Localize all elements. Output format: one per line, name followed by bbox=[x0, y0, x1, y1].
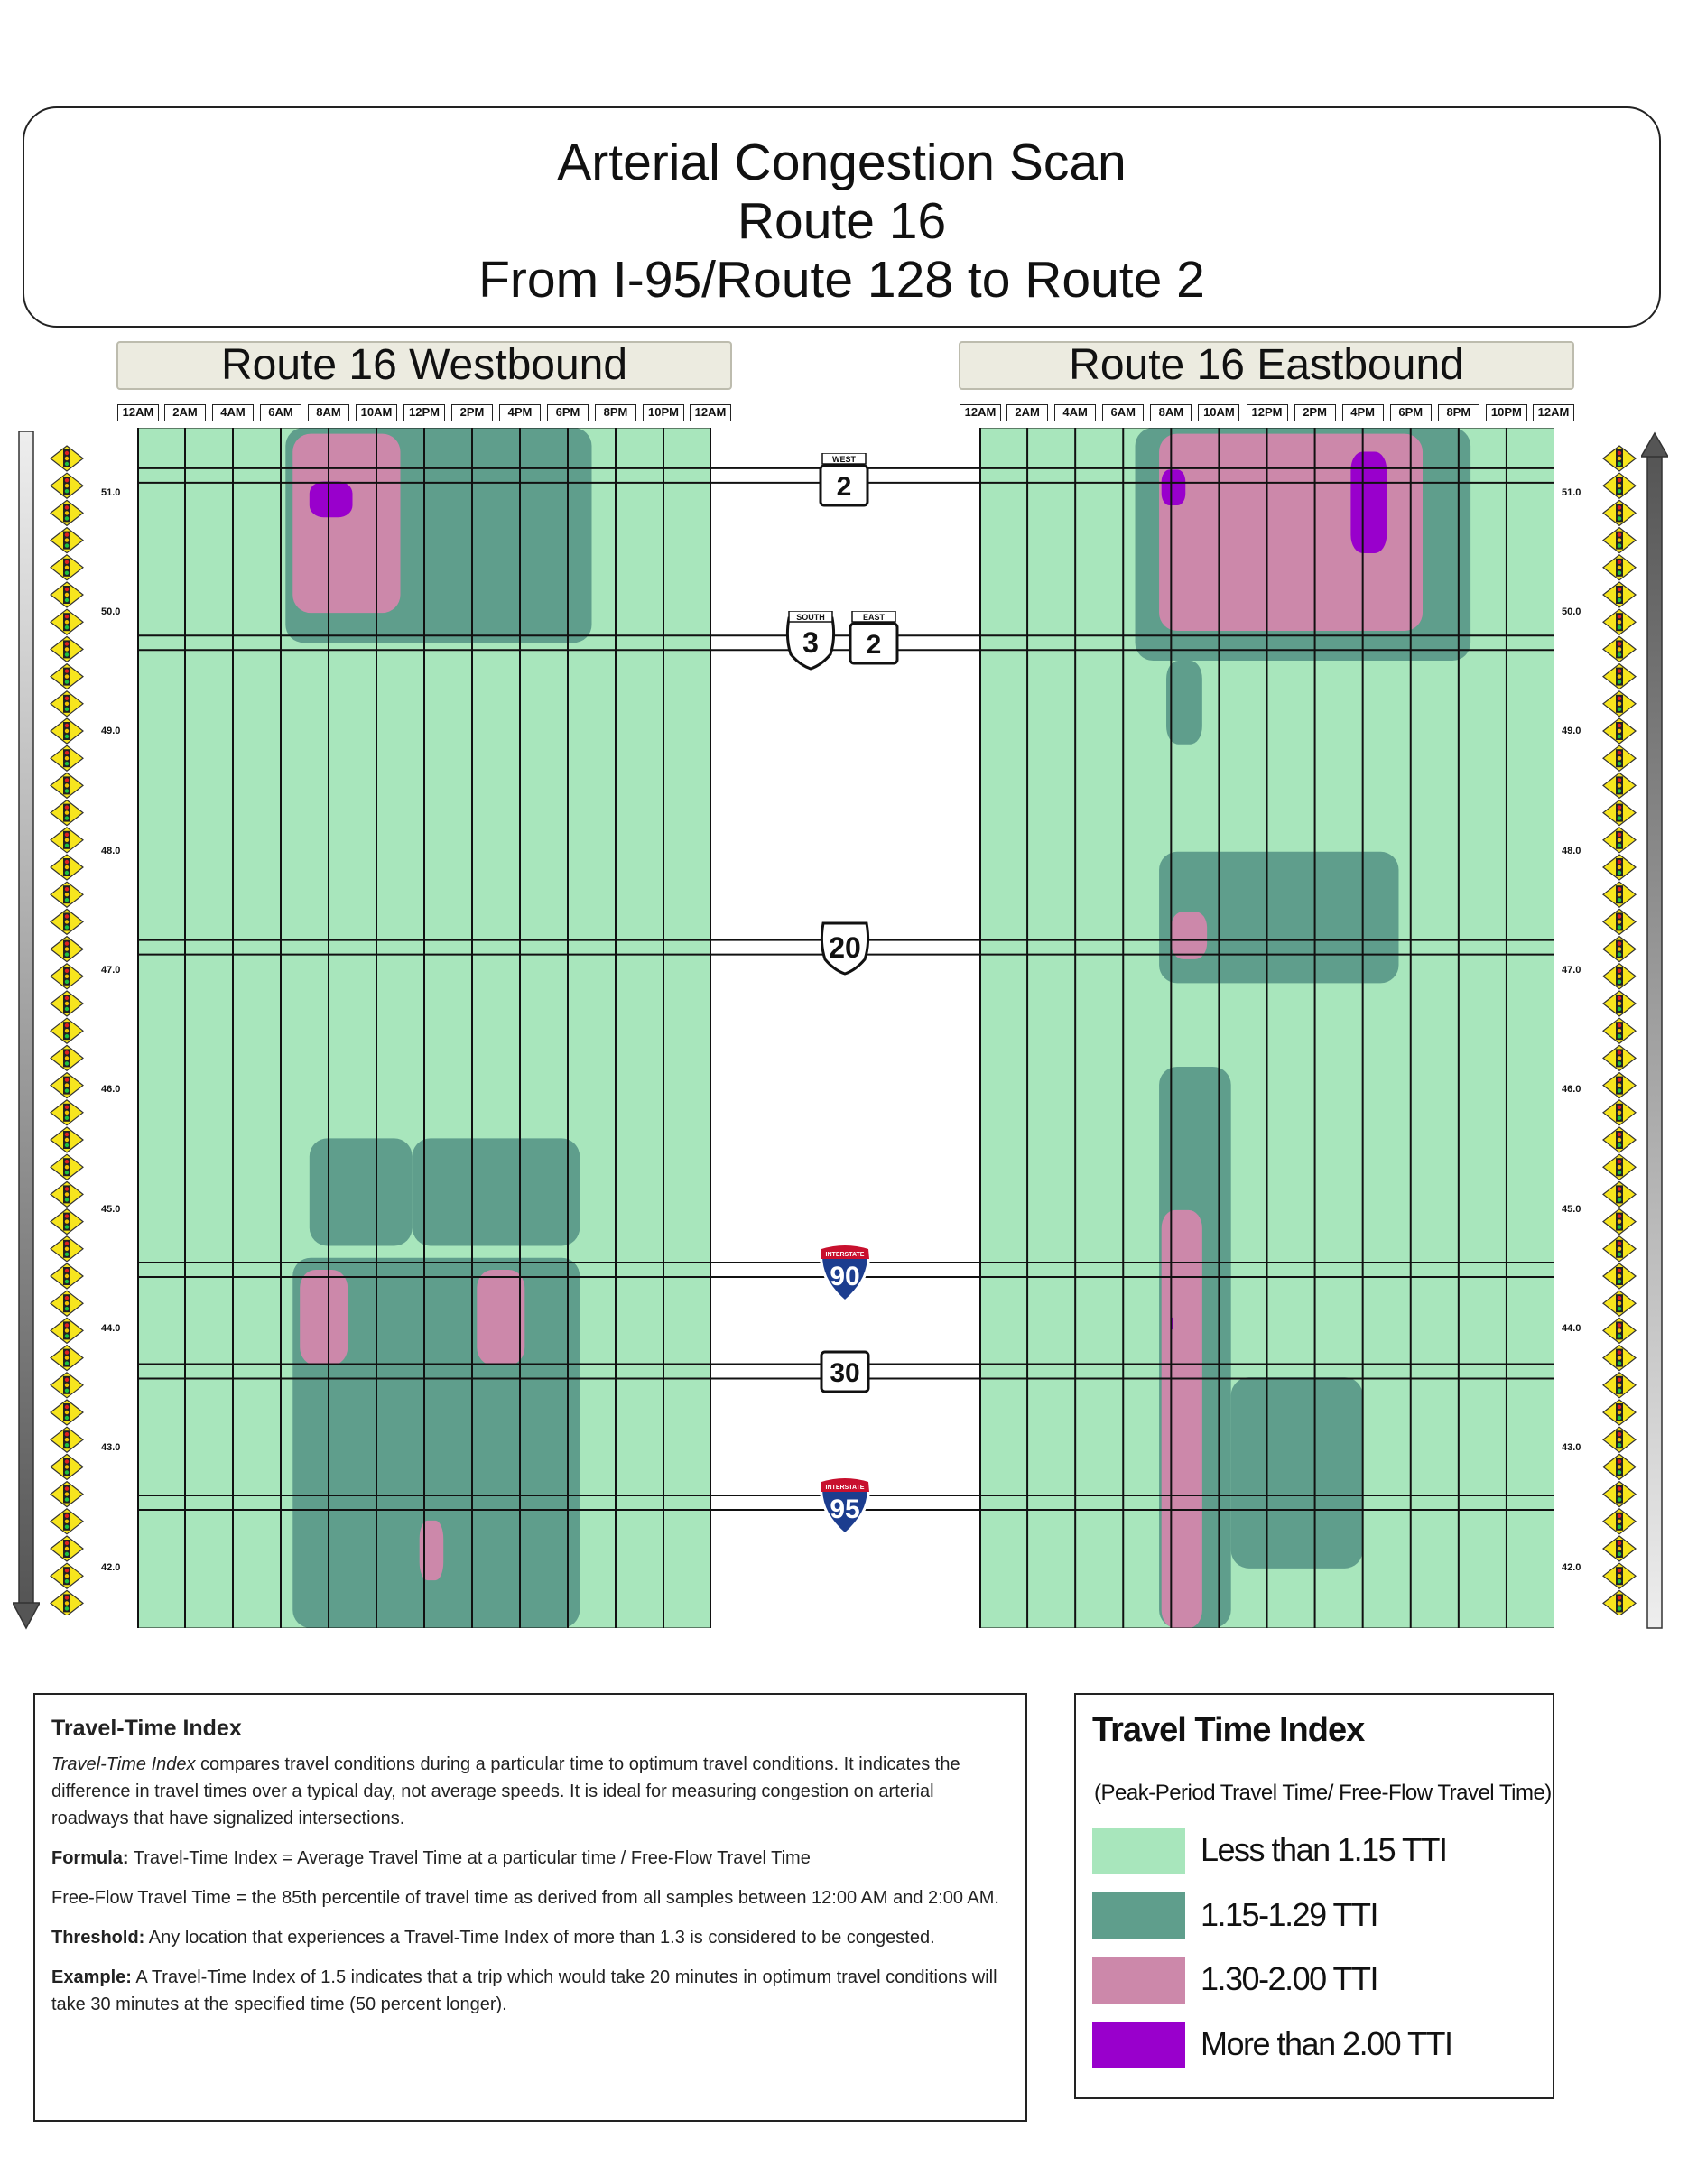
explanation-heading: Travel-Time Index bbox=[51, 1716, 242, 1741]
traffic-signal-icon bbox=[51, 773, 83, 798]
mile-label: 42.0 bbox=[101, 1561, 121, 1573]
traffic-signal-icon bbox=[1603, 1400, 1636, 1425]
traffic-signal-icon bbox=[51, 991, 83, 1016]
route-shield-route20 bbox=[816, 916, 874, 979]
shield-tag: EAST bbox=[862, 613, 886, 623]
traffic-signal-icon bbox=[51, 745, 83, 771]
mile-label: 45.0 bbox=[1562, 1203, 1581, 1215]
time-label: 10AM bbox=[1198, 404, 1239, 421]
traffic-signal-icon bbox=[51, 1427, 83, 1452]
time-label: 6PM bbox=[547, 404, 589, 421]
traffic-signal-icon bbox=[51, 882, 83, 907]
traffic-signal-icon bbox=[51, 1263, 83, 1289]
explanation-example: Example: A Travel-Time Index of 1.5 indicates that a trip which would take 20 minutes in optimum travel conditions will take 30 minutes at the specified time (50 percent longer). bbox=[51, 1967, 997, 2014]
title-line-1: Arterial Congestion Scan bbox=[557, 134, 1127, 191]
mile-label: 49.0 bbox=[101, 726, 121, 737]
legend-label: 1.30-2.00 TTI bbox=[1201, 1960, 1377, 1997]
time-label: 2PM bbox=[451, 404, 493, 421]
westbound-heatmap-svg bbox=[137, 428, 711, 1628]
eastbound-heatmap-svg bbox=[979, 428, 1554, 1628]
time-label: 12PM bbox=[403, 404, 445, 421]
mile-label: 48.0 bbox=[1562, 845, 1581, 856]
eastbound-heatmap bbox=[979, 428, 1554, 1628]
congestion-zone bbox=[310, 482, 353, 518]
traffic-signal-icon bbox=[1603, 1018, 1636, 1043]
mile-label: 45.0 bbox=[101, 1203, 121, 1215]
traffic-signal-icon bbox=[51, 855, 83, 880]
mile-label: 51.0 bbox=[101, 486, 121, 498]
traffic-signal-icon bbox=[51, 555, 83, 580]
traffic-signal-icon bbox=[1603, 446, 1636, 471]
traffic-signal-icon bbox=[51, 636, 83, 662]
traffic-signal-icon bbox=[51, 1209, 83, 1235]
traffic-signal-icon bbox=[1603, 1291, 1636, 1316]
traffic-signal-icon bbox=[1603, 964, 1636, 989]
traffic-signal-icon bbox=[1603, 909, 1636, 934]
time-label: 2PM bbox=[1294, 404, 1336, 421]
traffic-signal-icon bbox=[1603, 991, 1636, 1016]
traffic-signal-icon bbox=[51, 1373, 83, 1398]
traffic-signal-icon bbox=[51, 937, 83, 962]
traffic-signal-icon bbox=[1603, 1100, 1636, 1125]
mile-label: 47.0 bbox=[1562, 965, 1581, 976]
mile-label: 50.0 bbox=[1562, 606, 1581, 618]
traffic-signal-icon bbox=[51, 1291, 83, 1316]
traffic-signal-icon bbox=[1603, 473, 1636, 498]
route-shield-route30 bbox=[816, 1339, 874, 1402]
time-label: 4AM bbox=[212, 404, 254, 421]
time-label: 4AM bbox=[1054, 404, 1096, 421]
crossing-lines bbox=[711, 428, 979, 1628]
traffic-signal-icon bbox=[51, 828, 83, 853]
traffic-signal-icon bbox=[1603, 1318, 1636, 1343]
traffic-signal-icon bbox=[51, 1181, 83, 1207]
mile-label: 46.0 bbox=[101, 1084, 121, 1096]
congestion-zone bbox=[477, 1270, 524, 1365]
traffic-signal-icon bbox=[1603, 745, 1636, 771]
traffic-signal-icon bbox=[51, 1100, 83, 1125]
time-label: 6AM bbox=[1102, 404, 1144, 421]
time-label: 12AM bbox=[117, 404, 159, 421]
traffic-signal-icon bbox=[51, 1454, 83, 1479]
signal-column-right bbox=[1600, 442, 1639, 1615]
title-line-2: Route 16 bbox=[737, 192, 947, 250]
traffic-signal-icon bbox=[51, 1590, 83, 1615]
westbound-banner: Route 16 Westbound bbox=[116, 341, 732, 390]
mile-label: 48.0 bbox=[101, 845, 121, 856]
traffic-signal-icon bbox=[1603, 1181, 1636, 1207]
congestion-zone bbox=[1162, 1210, 1202, 1628]
explanation-threshold: Threshold: Any location that experiences a Travel-Time Index of more than 1.3 is considered to be congested. bbox=[51, 1928, 935, 1948]
shield-tag: WEST bbox=[832, 454, 856, 464]
traffic-signal-icon bbox=[1603, 937, 1636, 962]
explanation-formula: Formula: Travel-Time Index = Average Travel Time at a particular time / Free-Flow Travel Time bbox=[51, 1848, 811, 1868]
traffic-signal-icon bbox=[1603, 1482, 1636, 1507]
traffic-signal-icon bbox=[1603, 1373, 1636, 1398]
shield-number: 95 bbox=[830, 1495, 860, 1525]
traffic-signal-icon bbox=[51, 1154, 83, 1180]
explanation-freeflow: Free-Flow Travel Time = the 85th percentile of travel time as derived from all samples between 12:00 AM and 2:00 AM. bbox=[51, 1888, 999, 1908]
time-label: 8PM bbox=[1438, 404, 1479, 421]
traffic-signal-icon bbox=[1603, 718, 1636, 744]
traffic-signal-icon bbox=[1603, 1427, 1636, 1452]
congestion-zone bbox=[1231, 1377, 1363, 1569]
legend-label: Less than 1.15 TTI bbox=[1201, 1831, 1447, 1868]
traffic-signal-icon bbox=[1603, 1509, 1636, 1534]
title-line-3: From I-95/Route 128 to Route 2 bbox=[478, 251, 1205, 309]
shield-number: 3 bbox=[802, 626, 819, 660]
traffic-signal-icon bbox=[1603, 1590, 1636, 1615]
traffic-signal-icon bbox=[51, 1400, 83, 1425]
mile-label: 42.0 bbox=[1562, 1561, 1581, 1573]
traffic-signal-icon bbox=[51, 1318, 83, 1343]
legend-title: Travel Time Index bbox=[1092, 1711, 1365, 1749]
route-shield-i90 bbox=[816, 1242, 874, 1305]
shield-number: 20 bbox=[829, 930, 861, 964]
traffic-signal-icon bbox=[1603, 1236, 1636, 1262]
time-label: 4PM bbox=[1342, 404, 1384, 421]
mile-label: 46.0 bbox=[1562, 1084, 1581, 1096]
traffic-signal-icon bbox=[1603, 582, 1636, 607]
shield-tag: SOUTH bbox=[796, 613, 825, 623]
traffic-signal-icon bbox=[1603, 691, 1636, 717]
traffic-signal-icon bbox=[1603, 1154, 1636, 1180]
traffic-signal-icon bbox=[51, 691, 83, 717]
congestion-zone bbox=[420, 1521, 444, 1580]
legend-swatch bbox=[1092, 1828, 1185, 1874]
traffic-signal-icon bbox=[51, 500, 83, 525]
mile-label: 44.0 bbox=[1562, 1323, 1581, 1335]
congestion-zone bbox=[413, 1138, 580, 1245]
congestion-zone bbox=[1171, 912, 1207, 959]
mile-label: 44.0 bbox=[101, 1323, 121, 1335]
traffic-signal-icon bbox=[51, 1127, 83, 1152]
mile-label: 43.0 bbox=[1562, 1442, 1581, 1454]
mile-label: 51.0 bbox=[1562, 486, 1581, 498]
traffic-signal-icon bbox=[1603, 1073, 1636, 1098]
traffic-signal-icon bbox=[1603, 1536, 1636, 1561]
mile-label: 49.0 bbox=[1562, 726, 1581, 737]
traffic-signal-icon bbox=[1603, 609, 1636, 634]
eastbound-direction-arrow bbox=[1641, 431, 1668, 1632]
time-label: 2AM bbox=[1006, 404, 1048, 421]
traffic-signal-icon bbox=[51, 909, 83, 934]
traffic-signal-icon bbox=[1603, 1563, 1636, 1588]
westbound-direction-arrow bbox=[13, 431, 40, 1632]
traffic-signal-icon bbox=[1603, 528, 1636, 553]
eastbound-banner: Route 16 Eastbound bbox=[959, 341, 1574, 390]
time-label: 8AM bbox=[308, 404, 349, 421]
congestion-zone bbox=[300, 1270, 348, 1365]
legend-subtitle: (Peak-Period Travel Time/ Free-Flow Travel Time) bbox=[1094, 1781, 1552, 1805]
shield-number: 90 bbox=[830, 1261, 860, 1291]
explanation-intro: Travel-Time Index compares travel conditions during a particular time to optimum travel conditions. It indicates the difference in travel times over a typical day, not average speeds. It is ideal for measuring congestion on arterial roadways that have signalized intersections. bbox=[51, 1754, 960, 1828]
traffic-signal-icon bbox=[51, 528, 83, 553]
traffic-signal-icon bbox=[51, 1236, 83, 1262]
traffic-signal-icon bbox=[1603, 636, 1636, 662]
traffic-signal-icon bbox=[51, 1509, 83, 1534]
legend-swatch bbox=[1092, 1892, 1185, 1939]
legend-swatch bbox=[1092, 2022, 1185, 2068]
time-label: 8AM bbox=[1150, 404, 1192, 421]
westbound-heatmap bbox=[137, 428, 711, 1628]
traffic-signal-icon bbox=[1603, 500, 1636, 525]
traffic-signal-icon bbox=[51, 1018, 83, 1043]
traffic-signal-icon bbox=[51, 1563, 83, 1588]
traffic-signal-icon bbox=[1603, 828, 1636, 853]
shield-tag: INTERSTATE bbox=[825, 1251, 865, 1258]
traffic-signal-icon bbox=[1603, 800, 1636, 826]
traffic-signal-icon bbox=[51, 1073, 83, 1098]
traffic-signal-icon bbox=[51, 609, 83, 634]
route-shield-route2_top bbox=[815, 453, 873, 516]
time-label: 10AM bbox=[356, 404, 397, 421]
traffic-signal-icon bbox=[51, 718, 83, 744]
traffic-signal-icon bbox=[51, 1346, 83, 1371]
traffic-signal-icon bbox=[51, 446, 83, 471]
time-label: 4PM bbox=[499, 404, 541, 421]
traffic-signal-icon bbox=[1603, 1209, 1636, 1235]
legend-swatch bbox=[1092, 1957, 1185, 2004]
time-label: 8PM bbox=[595, 404, 636, 421]
traffic-signal-icon bbox=[1603, 555, 1636, 580]
mile-label: 50.0 bbox=[101, 606, 121, 618]
traffic-signal-icon bbox=[1603, 1263, 1636, 1289]
traffic-signal-icon bbox=[1603, 882, 1636, 907]
title-box bbox=[23, 106, 1661, 328]
shield-number: 2 bbox=[866, 630, 882, 661]
time-label: 12PM bbox=[1247, 404, 1288, 421]
traffic-signal-icon bbox=[51, 964, 83, 989]
traffic-signal-icon bbox=[1603, 1454, 1636, 1479]
traffic-signal-icon bbox=[1603, 664, 1636, 689]
shield-number: 2 bbox=[836, 471, 852, 502]
traffic-signal-icon bbox=[51, 1536, 83, 1561]
traffic-signal-icon bbox=[51, 664, 83, 689]
legend-label: More than 2.00 TTI bbox=[1201, 2025, 1452, 2062]
signal-column-left bbox=[47, 442, 87, 1615]
mile-label: 43.0 bbox=[101, 1442, 121, 1454]
traffic-signal-icon bbox=[1603, 855, 1636, 880]
route-shield-i95 bbox=[816, 1475, 874, 1538]
traffic-signal-icon bbox=[1603, 773, 1636, 798]
traffic-signal-icon bbox=[51, 1045, 83, 1070]
time-label: 12AM bbox=[1533, 404, 1574, 421]
time-label: 10PM bbox=[643, 404, 684, 421]
tti-color-legend bbox=[1074, 1693, 1554, 2099]
traffic-signal-icon bbox=[51, 473, 83, 498]
time-label: 2AM bbox=[164, 404, 206, 421]
congestion-zone bbox=[1350, 451, 1387, 552]
traffic-signal-icon bbox=[51, 800, 83, 826]
mile-label: 47.0 bbox=[101, 965, 121, 976]
congestion-zone bbox=[1162, 469, 1186, 505]
legend-label: 1.15-1.29 TTI bbox=[1201, 1896, 1377, 1933]
time-label: 12AM bbox=[690, 404, 731, 421]
time-label: 6PM bbox=[1390, 404, 1432, 421]
congestion-zone bbox=[310, 1138, 413, 1245]
traffic-signal-icon bbox=[1603, 1346, 1636, 1371]
time-label: 6AM bbox=[260, 404, 301, 421]
time-label: 12AM bbox=[960, 404, 1001, 421]
traffic-signal-icon bbox=[1603, 1045, 1636, 1070]
time-label: 10PM bbox=[1486, 404, 1527, 421]
traffic-signal-icon bbox=[1603, 1127, 1636, 1152]
route-shield-route2_mid bbox=[845, 611, 903, 674]
route-shield-route3 bbox=[782, 611, 839, 674]
shield-tag: INTERSTATE bbox=[825, 1485, 865, 1492]
traffic-signal-icon bbox=[51, 582, 83, 607]
shield-number: 30 bbox=[830, 1358, 860, 1389]
traffic-signal-icon bbox=[51, 1482, 83, 1507]
tti-explanation-box bbox=[33, 1693, 1027, 2122]
